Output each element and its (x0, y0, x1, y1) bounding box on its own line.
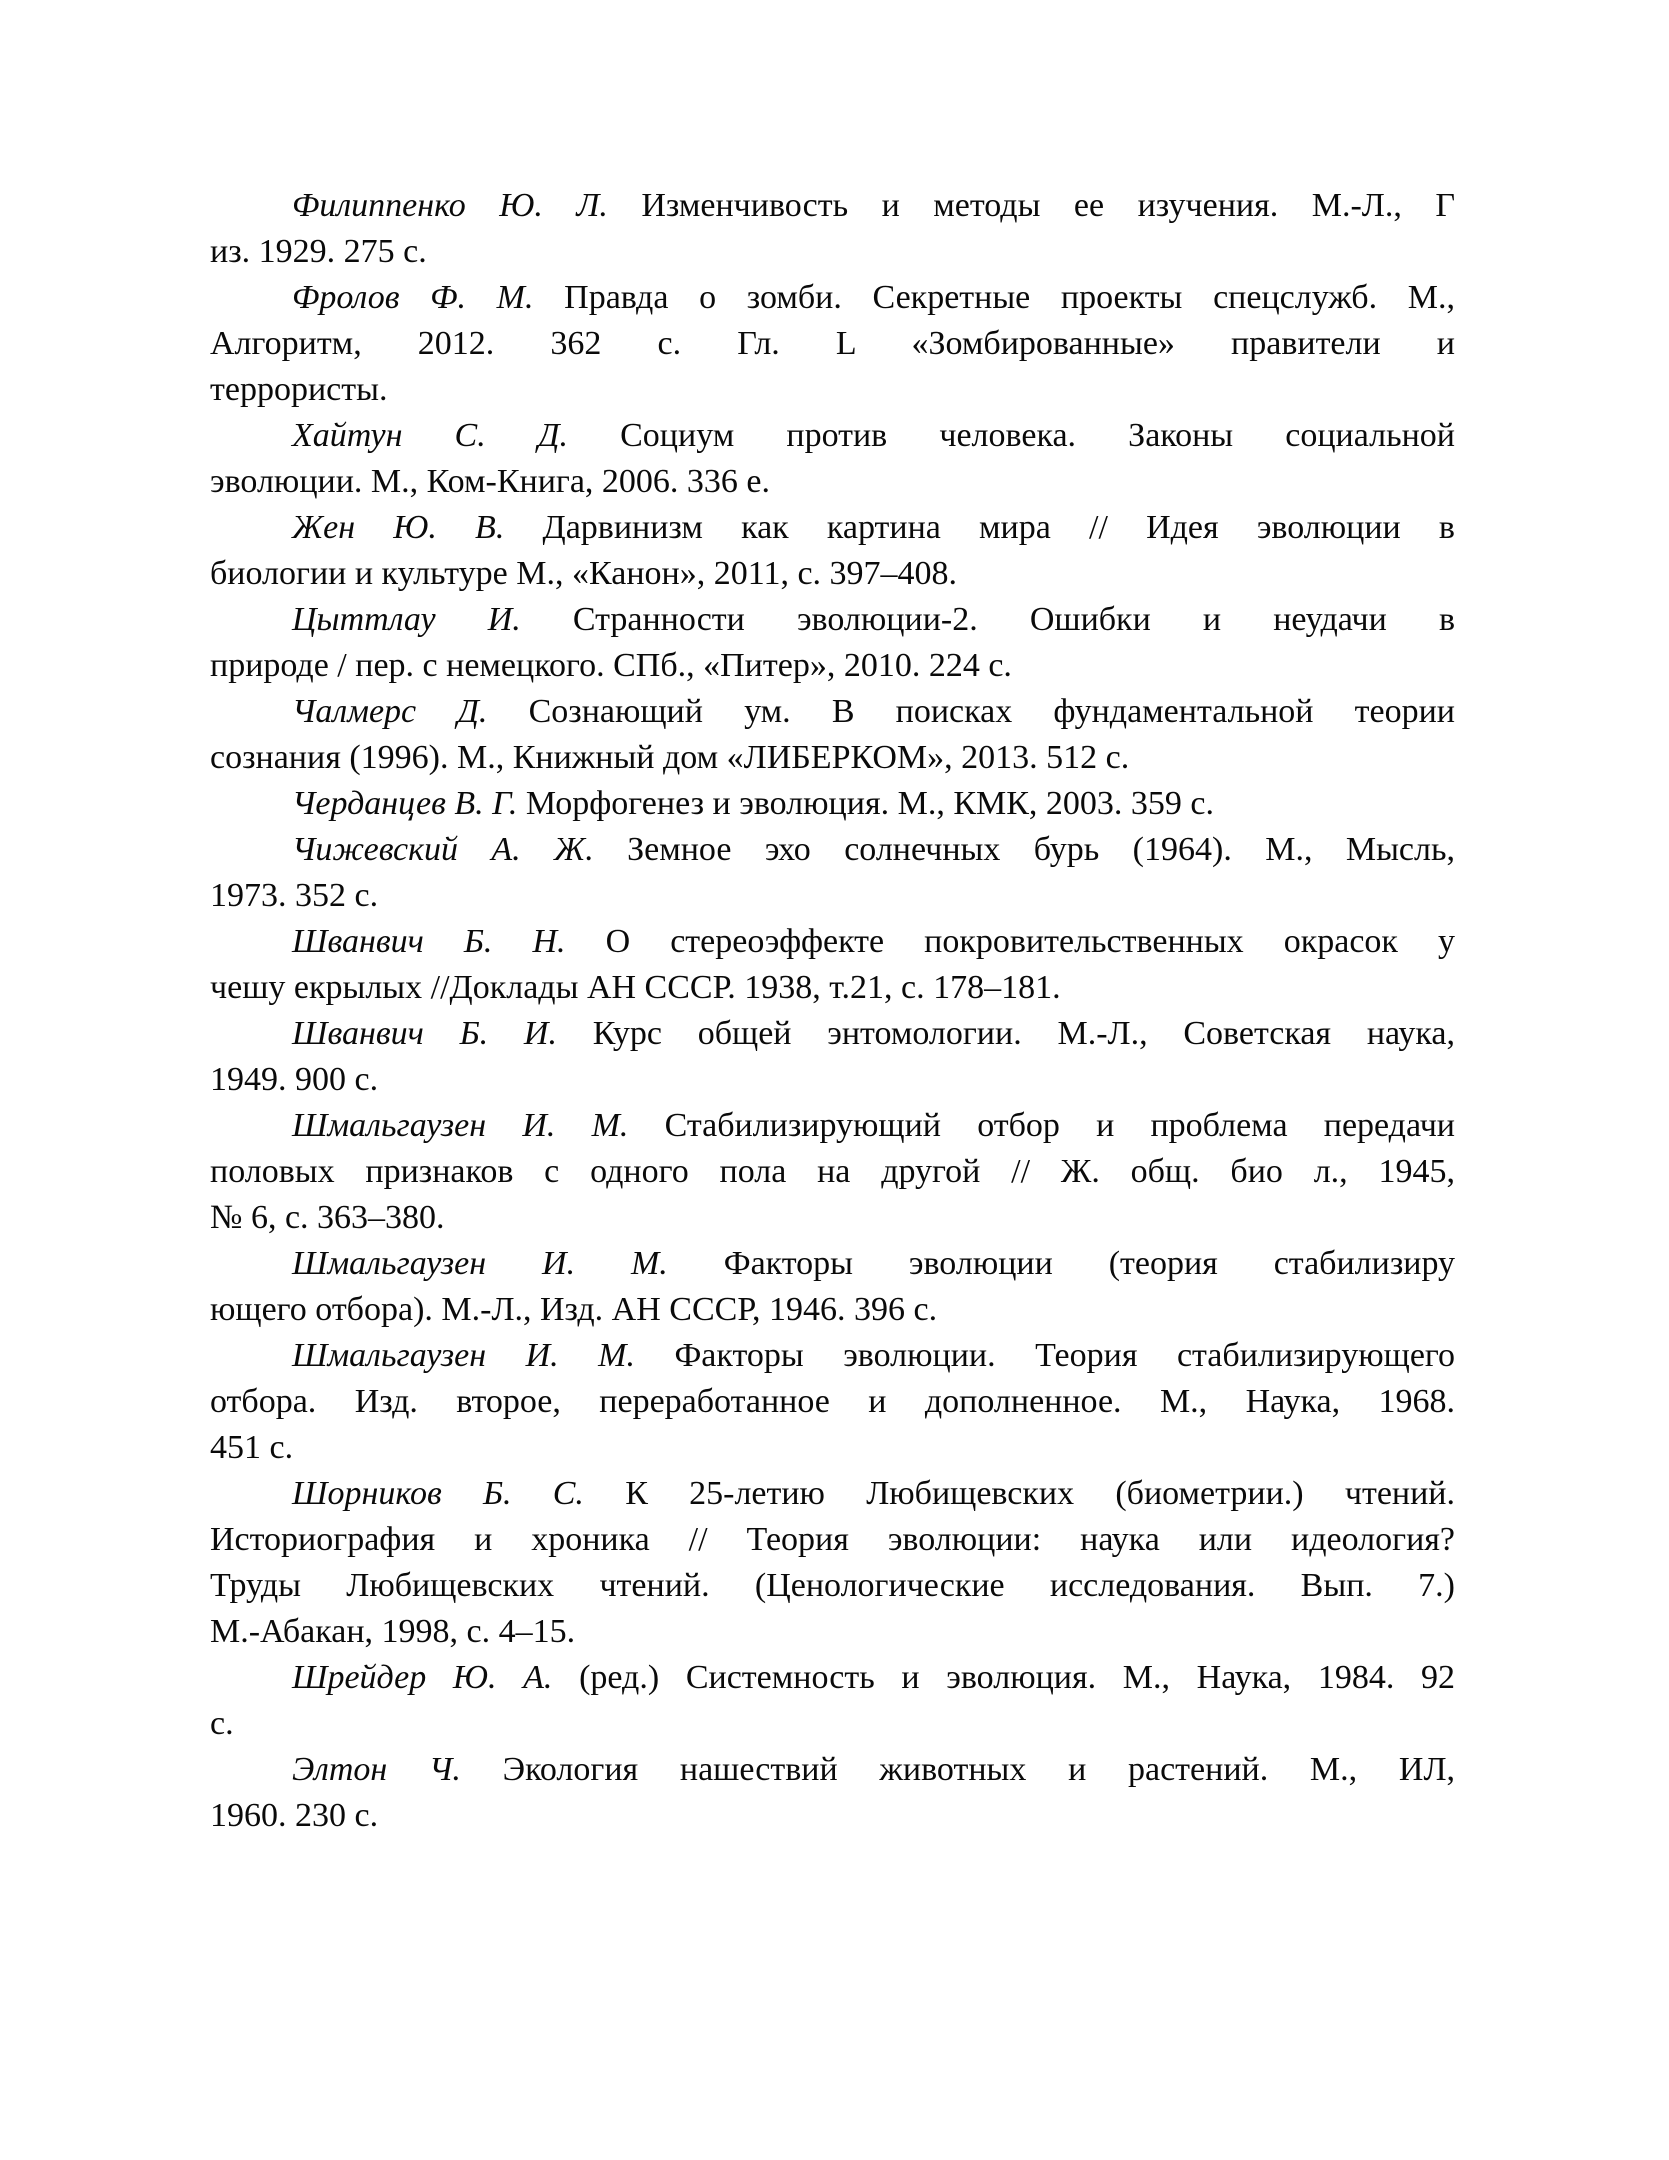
reference-text: Факторы эволюции (теория стабилизиру (667, 1245, 1455, 1282)
text-line (210, 919, 1455, 965)
reference-text: из. 1929. 275 с. (210, 233, 427, 270)
text-line (210, 735, 1455, 781)
reference-text: отбора. Изд. второе, переработанное и дополненное. М., Наука, 1968. (210, 1383, 1455, 1420)
text-line (210, 1287, 1455, 1333)
text-line (210, 965, 1455, 1011)
author-name: Элтон Ч. (292, 1751, 461, 1788)
text-line (210, 321, 1455, 367)
bibliography-entry (210, 781, 1455, 827)
bibliography-entry (210, 183, 1455, 275)
reference-text: Социум против человека. Законы социальной (568, 417, 1455, 454)
author-name: Хайтун С. Д. (292, 417, 568, 454)
reference-text: Морфогенез и эволюция. М., КМК, 2003. 359 с. (517, 785, 1214, 822)
reference-text: Странности эволюции-2. Ошибки и неудачи в (520, 601, 1455, 638)
text-line (210, 1701, 1455, 1747)
text-line (210, 1425, 1455, 1471)
reference-text: Факторы эволюции. Теория стабилизирующего (634, 1337, 1455, 1374)
text-line (210, 1655, 1455, 1701)
reference-text: (ред.) Системность и эволюция. М., Наука, 1984. 92 (552, 1659, 1455, 1696)
bibliography-entry (210, 1241, 1455, 1333)
reference-text: сознания (1996). М., Книжный дом «ЛИБЕРКОМ», 2013. 512 с. (210, 739, 1130, 776)
reference-text: 1973. 352 с. (210, 877, 379, 914)
bibliography-entry (210, 1333, 1455, 1471)
reference-text: Сознающий ум. В поисках фундаментальной теории (487, 693, 1455, 730)
text-line (210, 183, 1455, 229)
reference-text: Изменчивость и методы ее изучения. М.-Л., Г (607, 187, 1455, 224)
text-line (210, 1195, 1455, 1241)
reference-text: с. (210, 1705, 234, 1742)
text-line (210, 689, 1455, 735)
bibliography-entry (210, 1747, 1455, 1839)
reference-text: Алгоритм, 2012. 362 с. Гл. L «Зомбированные» правители и (210, 325, 1455, 362)
text-line (210, 827, 1455, 873)
text-line (210, 505, 1455, 551)
bibliography-entry (210, 275, 1455, 413)
reference-text: Экология нашествий животных и растений. М., ИЛ, (460, 1751, 1455, 1788)
reference-text: М.-Абакан, 1998, с. 4–15. (210, 1613, 576, 1650)
reference-text: Историография и хроника // Теория эволюции: наука или идеология? (210, 1521, 1455, 1558)
text-line (210, 1517, 1455, 1563)
text-line (210, 1471, 1455, 1517)
bibliography-entry (210, 1471, 1455, 1655)
reference-text: эволюции. М., Ком-Книга, 2006. 336 е. (210, 463, 771, 500)
text-line (210, 275, 1455, 321)
text-line (210, 597, 1455, 643)
text-line (210, 367, 1455, 413)
bibliography-entry (210, 827, 1455, 919)
text-line (210, 873, 1455, 919)
author-name: Шрейдер Ю. А. (292, 1659, 553, 1696)
text-line (210, 1011, 1455, 1057)
bibliography-entry (210, 1103, 1455, 1241)
reference-text: № 6, с. 363–380. (210, 1199, 445, 1236)
reference-text: чешу екрылых //Доклады АН СССР. 1938, т.21, с. 178–181. (210, 969, 1061, 1006)
author-name: Шмальгаузен И. М. (292, 1337, 635, 1374)
text-line (210, 1609, 1455, 1655)
bibliography-entry (210, 689, 1455, 781)
text-line (210, 1379, 1455, 1425)
reference-text: ющего отбора). М.-Л., Изд. АН СССР, 1946. 396 с. (210, 1291, 938, 1328)
author-name: Шмальгаузен И. М. (292, 1107, 629, 1144)
text-line (210, 781, 1455, 827)
text-line (210, 1563, 1455, 1609)
text-line (210, 1241, 1455, 1287)
author-name: Шванвич Б. И. (292, 1015, 557, 1052)
author-name: Черданцев В. Г. (292, 785, 518, 822)
author-name: Цыттлау И. (292, 601, 521, 638)
author-name: Чалмерс Д. (292, 693, 488, 730)
reference-text: О стереоэффекте покровительственных окрасок у (565, 923, 1455, 960)
text-line (210, 1103, 1455, 1149)
bibliography-entry (210, 413, 1455, 505)
text-line (210, 1333, 1455, 1379)
reference-text: К 25-летию Любищевских (биометрии.) чтений. (583, 1475, 1455, 1512)
text-line (210, 229, 1455, 275)
author-name: Чижевский А. Ж. (292, 831, 594, 868)
author-name: Жен Ю. В. (292, 509, 505, 546)
text-line (210, 413, 1455, 459)
reference-text: Курс общей энтомологии. М.-Л., Советская наука, (556, 1015, 1455, 1052)
text-line (210, 459, 1455, 505)
reference-text: природе / пер. с немецкого. СПб., «Питер», 2010. 224 с. (210, 647, 1012, 684)
reference-text: Земное эхо солнечных бурь (1964). М., Мысль, (593, 831, 1455, 868)
text-line (210, 643, 1455, 689)
reference-text: террористы. (210, 371, 388, 408)
author-name: Шорников Б. С. (292, 1475, 584, 1512)
reference-text: биологии и культуре М., «Канон», 2011, с. 397–408. (210, 555, 958, 592)
bibliography-entry (210, 597, 1455, 689)
bibliography-entry (210, 1655, 1455, 1747)
author-name: Фролов Ф. М. (292, 279, 534, 316)
bibliography-list (210, 183, 1455, 1839)
text-line (210, 1057, 1455, 1103)
reference-text: 1949. 900 с. (210, 1061, 379, 1098)
reference-text: Дарвинизм как картина мира // Идея эволюции в (504, 509, 1455, 546)
bibliography-entry (210, 919, 1455, 1011)
author-name: Шванвич Б. Н. (292, 923, 566, 960)
reference-text: половых признаков с одного пола на другой // Ж. общ. био л., 1945, (210, 1153, 1455, 1190)
text-line (210, 551, 1455, 597)
text-line (210, 1747, 1455, 1793)
reference-text: 1960. 230 с. (210, 1797, 379, 1834)
text-line (210, 1793, 1455, 1839)
reference-text: Стабилизирующий отбор и проблема передачи (628, 1107, 1455, 1144)
reference-text: Правда о зомби. Секретные проекты спецслужб. М., (533, 279, 1455, 316)
reference-text: 451 с. (210, 1429, 294, 1466)
author-name: Филиппенко Ю. Л. (292, 187, 608, 224)
author-name: Шмальгаузен И. М. (292, 1245, 668, 1282)
bibliography-entry (210, 1011, 1455, 1103)
reference-text: Труды Любищевских чтений. (Ценологические исследования. Вып. 7.) (210, 1567, 1455, 1604)
bibliography-entry (210, 505, 1455, 597)
text-line (210, 1149, 1455, 1195)
